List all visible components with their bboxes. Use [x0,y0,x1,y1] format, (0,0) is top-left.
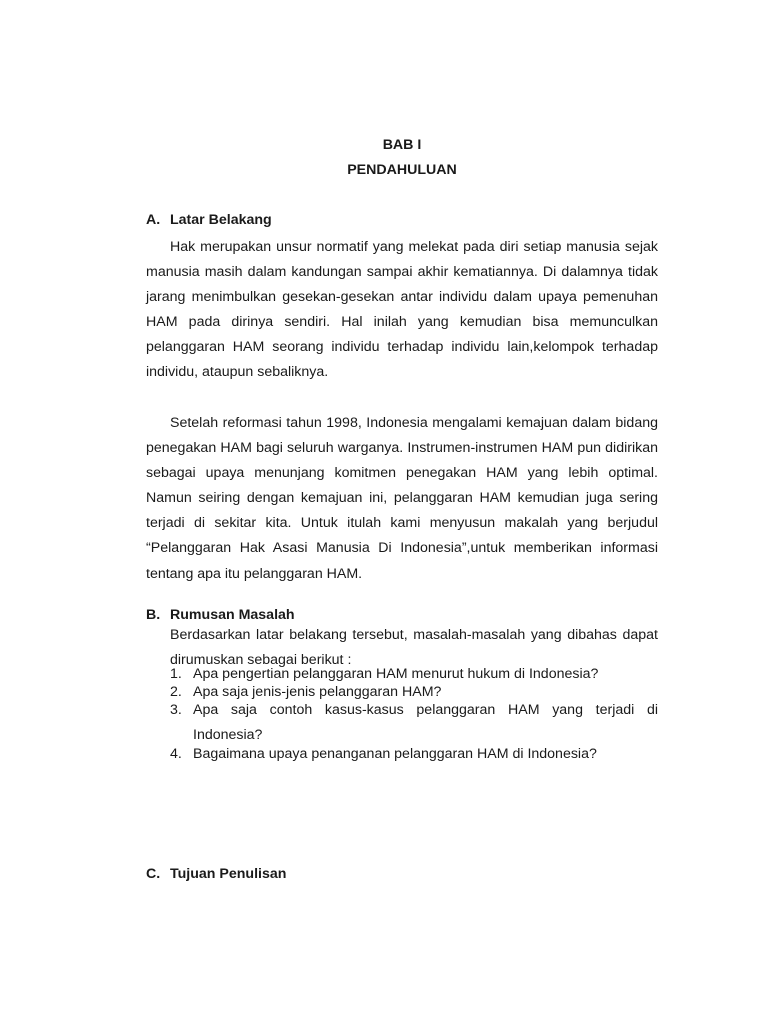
list-item-number: 4. [170,746,182,762]
background-paragraph-2: Setelah reformasi tahun 1998, Indonesia mengalami kemajuan dalam bidang penegakan HAM bagi seluruh warganya. Instrumen-instrumen HAM pun didirikan sebagai upaya menunjang komitmen penegakan HAM yang lebih optimal. Namun seiring dengan kemajuan ini, pelanggaran HAM kemudian juga sering terjadi di sekitar kita. Untuk itulah kami menyusun makalah yang berjudul “Pelanggaran Hak Asasi Manusia Di Indonesia”,untuk memberikan informasi tentang apa itu pelanggaran HAM. [146,415,658,582]
section-a-letter: A. [146,212,161,228]
section-b-letter: B. [146,607,161,623]
chapter-title: PENDAHULUAN [347,162,457,178]
background-paragraph-1: Hak merupakan unsur normatif yang melekat pada diri setiap manusia sejak manusia masih dalam kandungan sampai akhir kematiannya. Di dalamnya tidak jarang menimbulkan gesekan-gesekan antar individu dalam upaya pemenuhan HAM pada dirinya sendiri. Hal inilah yang kemudian bisa memunculkan pelanggaran HAM seorang individu terhadap individu lain,kelompok terhadap individu, ataupun sebaliknya. [146,239,658,381]
problem-intro: Berdasarkan latar belakang tersebut, masalah-masalah yang dibahas dapat dirumuskan sebagai berikut : [170,627,658,668]
list-item [170,745,658,763]
list-item [170,665,658,683]
list-item-text: Bagaimana upaya penanganan pelanggaran HAM di Indonesia? [193,746,597,762]
section-b-title: Rumusan Masalah [170,607,295,623]
list-item [170,698,658,748]
section-c-title: Tujuan Penulisan [170,866,287,882]
list-item-number: 2. [170,684,182,700]
chapter-number: BAB I [382,137,422,153]
section-a-title: Latar Belakang [170,212,272,228]
list-item-text: Apa saja contoh kasus-kasus pelanggaran HAM yang terjadi di Indonesia? [193,702,658,743]
section-c-heading [146,866,286,882]
section-c-letter: C. [146,866,161,882]
section-a-heading [146,212,272,228]
list-item-number: 3. [170,702,182,718]
list-item-text: Apa saja jenis-jenis pelanggaran HAM? [193,684,442,700]
problem-question-list [170,665,658,763]
list-item-number: 1. [170,666,182,682]
section-b-heading [146,607,295,623]
list-item-text: Apa pengertian pelanggaran HAM menurut hukum di Indonesia? [193,666,599,682]
